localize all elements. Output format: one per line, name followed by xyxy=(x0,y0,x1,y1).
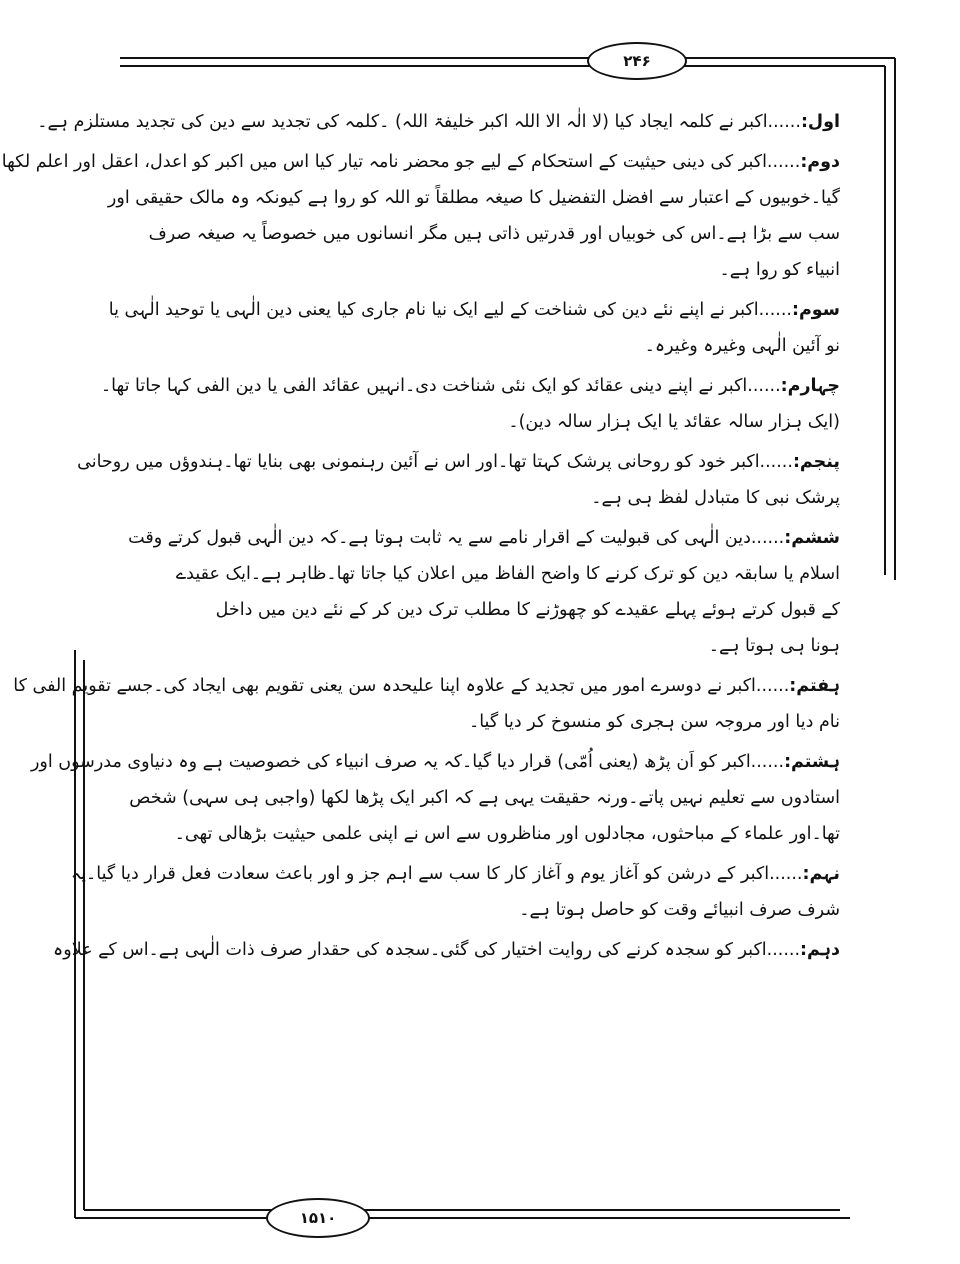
text-line: نام دیا اور مروجہ سن ہجری کو منسوخ کر دیا گیا۔ xyxy=(468,712,840,732)
text-line xyxy=(100,368,840,404)
entry-label: پنجم: xyxy=(792,452,840,472)
text-line xyxy=(108,520,840,556)
entry-label: دہم: xyxy=(800,940,840,960)
entry-text: ......اکبر نے اپنے دینی عقائد کو ایک نئی شناخت دی۔انہیں عقائد الفی یا دین الفی کہا جاتا تھا۔ xyxy=(100,376,781,396)
text-line: کے قبول کرتے ہوئے پہلے عقیدے کو چھوڑنے کا مطلب ترک دین کر کے نئے دین میں داخل xyxy=(215,600,840,620)
page-number-bottom: ۱۵۱۰ xyxy=(266,1198,370,1238)
text-line: ہونا ہی ہوتا ہے۔ xyxy=(708,636,840,656)
page-text xyxy=(1,104,840,972)
entry-text: ......اکبر خود کو روحانی پرشک کہتا تھا۔اور اس نے آئین رہنمونی بھی بنایا تھا۔ہندوؤں میں روحانی xyxy=(77,452,793,472)
text-line xyxy=(53,932,840,968)
entry-text: ......اکبر کو اَن پڑھ (یعنی اُمّی) قرار دیا گیا۔کہ یہ صرف انبیاء کی خصوصیت ہے وہ دنیاوی مدرسوں اور xyxy=(30,752,785,772)
entry-text: ......اکبر نے کلمہ ایجاد کیا (لا الٰہ الا اللہ اکبر خلیفۃ اللہ) ۔کلمہ کی تجدید سے دین کی تجدید مستلزم ہے۔ xyxy=(37,112,801,132)
text-line: نو آئین الٰہی وغیرہ وغیرہ۔ xyxy=(644,336,840,356)
text-line xyxy=(70,856,840,892)
entry-seventh xyxy=(13,668,840,740)
text-line: اسلام یا سابقہ دین کو ترک کرنے کا واضح الفاظ میں اعلان کیا جاتا تھا۔ظاہر ہے۔ایک عقیدے xyxy=(175,564,840,584)
entry-second xyxy=(1,144,840,288)
text-line: شرف صرف انبیائے وقت کو حاصل ہوتا ہے۔ xyxy=(519,900,840,920)
text-line xyxy=(13,668,840,704)
entry-text: ......اکبر نے دوسرے امور میں تجدید کے علاوہ اپنا علیحدہ سن یعنی تقویم بھی ایجاد کی۔جسے تقویم الفی کا xyxy=(13,676,790,696)
entry-third xyxy=(108,292,840,364)
text-line xyxy=(37,104,840,140)
text-line: تھا۔اور علماء کے مباحثوں، مجادلوں اور مناظروں سے اس نے اپنی علمی حیثیت بڑھالی تھی۔ xyxy=(174,824,840,844)
entry-tenth xyxy=(53,932,840,968)
entry-text: ......اکبر نے اپنے نئے دین کی شناخت کے لیے ایک نیا نام جاری کیا یعنی دین الٰہی یا توحید الٰہی یا xyxy=(108,300,792,320)
entry-label: ہشتم: xyxy=(784,752,840,772)
text-line: گیا۔خوبیوں کے اعتبار سے افضل التفضیل کا صیغہ مطلقاً تو اللہ کو روا ہے کیونکہ وہ مالک حقیقی اور xyxy=(107,188,840,208)
entry-label: چہارم: xyxy=(780,376,840,396)
entry-label: سوم: xyxy=(791,300,840,320)
text-line: انبیاء کو روا ہے۔ xyxy=(719,260,840,280)
entry-label: نہم: xyxy=(802,864,840,884)
entry-label: اول: xyxy=(800,112,840,132)
entry-label: دوم: xyxy=(800,152,840,172)
entry-ninth xyxy=(70,856,840,928)
entry-first xyxy=(37,104,840,140)
text-line xyxy=(30,744,840,780)
text-line xyxy=(1,144,840,180)
text-line xyxy=(77,444,840,480)
text-line: استادوں سے تعلیم نہیں پاتے۔ورنہ حقیقت یہی ہے کہ اکبر ایک پڑھا لکھا (واجبی ہی سہی) شخص xyxy=(129,788,840,808)
text-line xyxy=(108,292,840,328)
entry-eighth xyxy=(30,744,840,852)
page-number-top: ۲۴۶ xyxy=(587,42,687,80)
entry-text: ......اکبر کو سجدہ کرنے کی روایت اختیار کی گئی۔سجدہ کی حقدار صرف ذات الٰہی ہے۔اس کے علاوہ xyxy=(53,940,801,960)
entry-label: ششم: xyxy=(784,528,840,548)
entry-sixth xyxy=(108,520,840,664)
entry-text: ......دین الٰہی کی قبولیت کے اقرار نامے سے یہ ثابت ہوتا ہے۔کہ دین الٰہی قبول کرتے وقت xyxy=(128,528,785,548)
entry-fifth xyxy=(77,444,840,516)
entry-text: ......اکبر کی دینی حیثیت کے استحکام کے لیے جو محضر نامہ تیار کیا اس میں اکبر کو اعدل، اعقل اور اعلم لکھا xyxy=(1,152,801,172)
entry-fourth xyxy=(100,368,840,440)
text-line: سب سے بڑا ہے۔اس کی خوبیاں اور قدرتیں ذاتی ہیں مگر انسانوں میں خصوصاً یہ صیغہ صرف xyxy=(148,224,840,244)
entry-label: ہفتم: xyxy=(789,676,840,696)
text-line: (ایک ہزار سالہ عقائد یا ایک ہزار سالہ دین)۔ xyxy=(508,412,840,432)
text-line: پرشک نبی کا متبادل لفظ ہی ہے۔ xyxy=(591,488,840,508)
entry-text: ......اکبر کے درشن کو آغاز یوم و آغاز کار کا سب سے اہم جز و اور باعث سعادت فعل قرار دیا گیا۔یہ xyxy=(70,864,803,884)
